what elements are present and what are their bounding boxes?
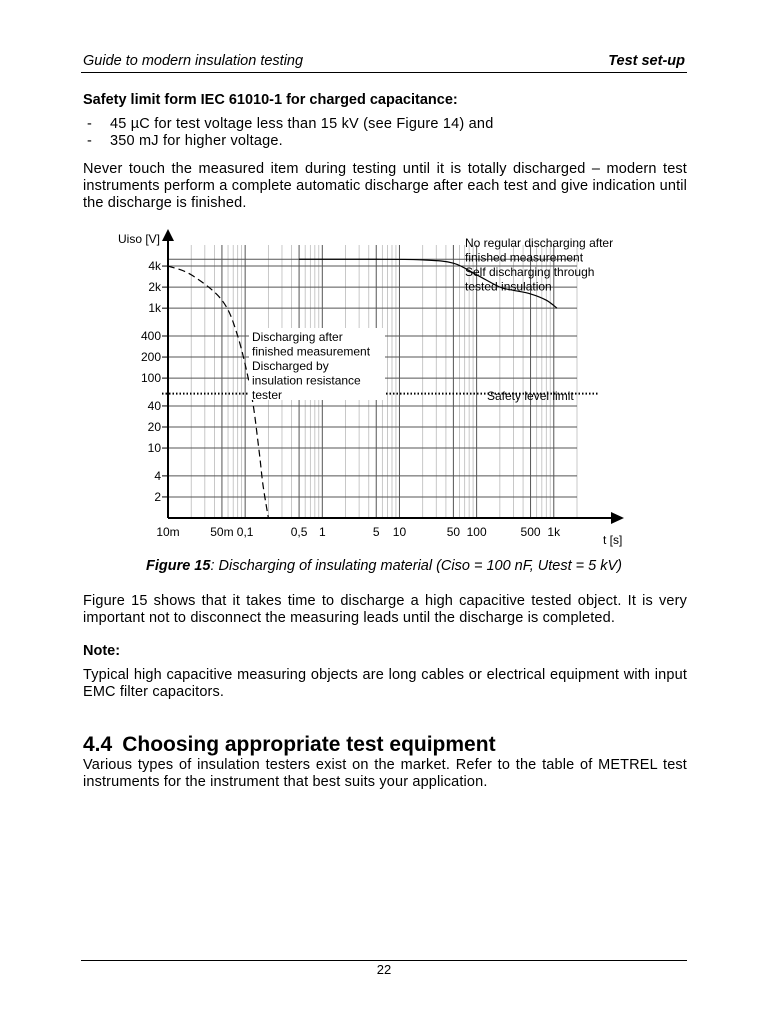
x-tick-label: 0,5 [290, 525, 308, 539]
y-axis-label: Uiso [V] [118, 232, 161, 246]
x-tick-label: 5 [372, 525, 380, 539]
y-tick-label: 1k [148, 301, 161, 316]
figure-caption-text: : Discharging of insulating material (Ciso = 100 nF, Utest = 5 kV) [210, 558, 623, 574]
y-tick-label: 10 [147, 441, 161, 456]
bullet-dash: - [87, 116, 93, 132]
page-number: 22 [376, 962, 392, 977]
x-tick-label: 50 [446, 525, 461, 539]
y-tick-label: 4k [148, 259, 161, 274]
y-tick-label: 20 [147, 420, 161, 434]
list-item-text: 45 µC for test voltage less than 15 kV (see Figure 14) and [110, 116, 494, 132]
annotation-no-regular-discharge: finished measurement [465, 250, 584, 265]
x-tick-label: 10m [156, 525, 180, 539]
x-axis-label: t [s] [603, 533, 623, 547]
section-number: 4.4 [83, 733, 113, 756]
paragraph-discharge-warning: Never touch the measured item during testing until it is totally discharged – modern test instruments perform a complete automatic discharge after each test and give indication until the discharge is finished. [83, 161, 687, 211]
x-axis-arrow [611, 512, 624, 524]
x-tick-label: 1k [547, 525, 561, 539]
annotation-discharging: insulation resistance [252, 373, 361, 388]
y-tick-label: 2 [154, 489, 161, 504]
y-tick-label: 40 [147, 398, 161, 413]
list-item [83, 133, 693, 150]
x-tick-label: 0,1 [236, 525, 254, 539]
safety-limit-list [83, 116, 693, 150]
running-header-section: Test set-up [608, 53, 685, 69]
x-tick-label: 500 [520, 525, 541, 539]
annotation-discharging: finished measurement [252, 344, 371, 359]
figure-label: Figure 15 [145, 558, 211, 574]
y-tick-label: 100 [140, 371, 161, 386]
x-tick-label: 1 [318, 525, 326, 539]
section-title: Choosing appropriate test equipment [122, 733, 496, 756]
paragraph-figure-explanation: Figure 15 shows that it takes time to discharge a high capacitive tested object. It is very important not to disconnect the measuring leads until the discharge is completed. [83, 593, 687, 626]
list-item-text: 350 mJ for higher voltage. [110, 133, 283, 149]
annotation-discharging: tester [252, 388, 283, 402]
y-tick-label: 200 [140, 350, 161, 365]
x-tick-label: 100 [466, 525, 487, 539]
figure-caption [0, 558, 768, 574]
annotation-no-regular-discharge: tested insulation [465, 279, 552, 294]
footer-rule [81, 960, 687, 961]
running-header-title: Guide to modern insulation testing [83, 53, 304, 69]
x-tick-label: 50m [210, 525, 234, 539]
annotation-no-regular-discharge: Self discharging through [465, 265, 595, 279]
y-tick-label: 4 [154, 468, 161, 483]
paragraph-note: Typical high capacitive measuring objects are long cables or electrical equipment with input EMC filter capacitors. [83, 667, 687, 700]
paragraph-equipment: Various types of insulation testers exist on the market. Refer to the table of METREL test instruments for the instrument that best suits your application. [83, 757, 687, 790]
discharge-chart [0, 220, 768, 550]
bullet-dash: - [87, 133, 93, 149]
safety-level-label: Safety level limit [487, 389, 574, 403]
header-rule [81, 72, 687, 73]
note-heading: Note: [83, 643, 121, 659]
list-item [83, 116, 693, 133]
section-heading [83, 733, 496, 757]
x-tick-label: 10 [392, 525, 407, 539]
safety-limit-heading: Safety limit form IEC 61010-1 for charged capacitance: [83, 92, 458, 108]
annotation-discharging: Discharged by [252, 359, 329, 373]
annotation-no-regular-discharge: No regular discharging after [465, 236, 614, 250]
y-tick-label: 400 [140, 329, 161, 343]
y-tick-label: 2k [148, 280, 161, 295]
y-axis-arrow [162, 229, 174, 241]
annotation-discharging: Discharging after [252, 330, 343, 344]
